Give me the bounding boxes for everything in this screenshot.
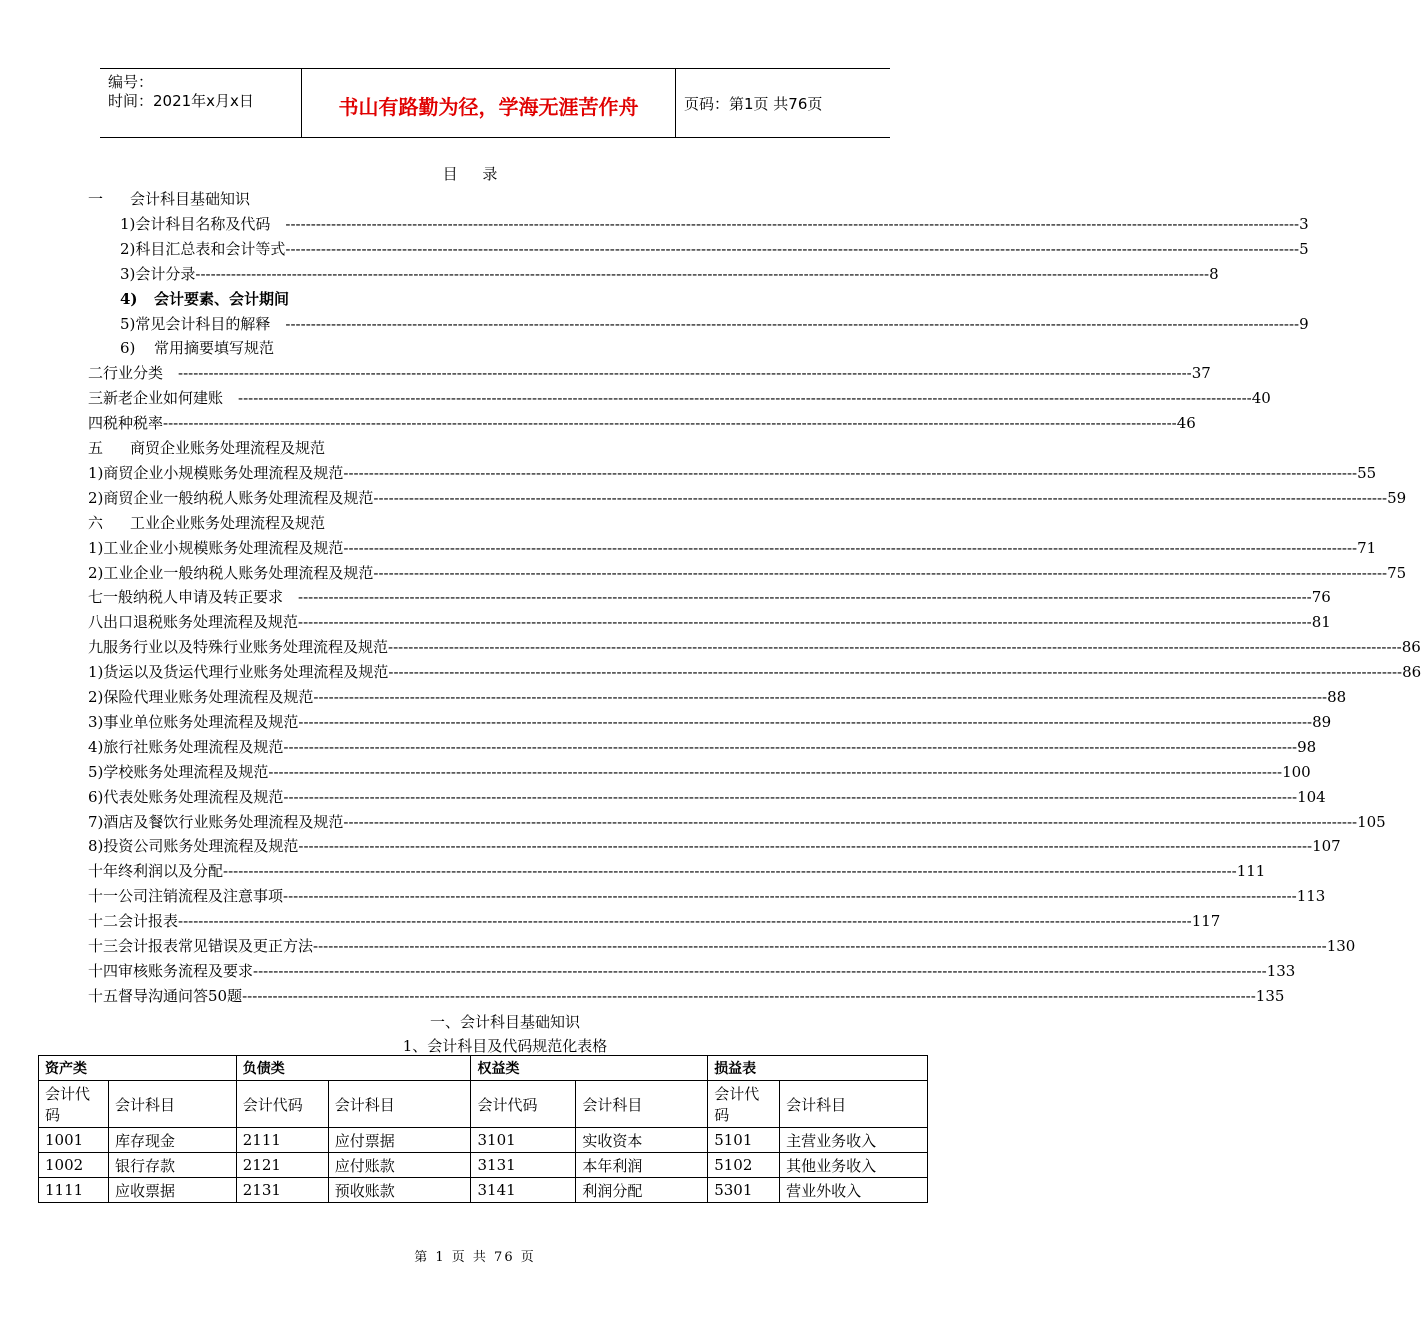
table-cell: 1001 [39,1128,109,1153]
toc-page-number: 55 [1357,463,1377,482]
toc-leader: -------------------------------------------------------------------------------------------------------------------------------------------------------------------------------------------------------- [268,762,1283,781]
toc-entry [88,909,1221,933]
toc-entry-number: 4) [120,289,138,308]
toc-page-number: 89 [1312,712,1332,731]
toc-leader: -------------------------------------------------------------------------------------------------------------------------------------------------------------------------------------------------------- [298,837,1313,856]
toc-entry [120,312,1309,336]
toc-entry-label: 商贸企业小规模账务处理流程及规范 [103,463,344,482]
toc-page-number: 37 [1191,364,1211,383]
toc-entry-number: 五 [88,439,104,457]
table-cell: 本年利润 [576,1153,708,1178]
toc-entry-number: 三 [88,389,104,408]
header-divider [675,69,676,137]
toc-page-number: 113 [1296,887,1326,906]
table-cell: 主营业务收入 [780,1128,928,1153]
toc-leader: -------------------------------------------------------------------------------------------------------------------------------------------------------------------------------------------------------- [373,488,1388,507]
toc-entry [88,785,1326,809]
toc-entry-label: 会计分录 [135,264,196,283]
toc-entry-number: 2) [120,239,136,258]
table-cell: 应付账款 [328,1153,471,1178]
toc-entry [120,237,1309,261]
table-cell: 5301 [708,1178,780,1203]
toc-page-number: 86 [1402,663,1421,682]
table-header-row [39,1081,928,1128]
toc-entry-number: 2) [88,488,104,507]
toc-leader: -------------------------------------------------------------------------------------------------------------------------------------------------------------------------------------------------------- [343,463,1358,482]
toc-page-number: 75 [1387,563,1407,582]
toc-page-number: 5 [1299,239,1309,258]
toc-entry [88,411,1196,435]
table-cell: 3141 [471,1178,576,1203]
toc-leader: -------------------------------------------------------------------------------------------------------------------------------------------------------------------------------------------------------- [373,563,1388,582]
toc-page-number: 135 [1255,986,1285,1005]
table-row [39,1128,928,1153]
toc-leader: -------------------------------------------------------------------------------------------------------------------------------------------------------------------------------------------------------- [178,364,1192,383]
header-page-info: 页码：第1页 共76页 [684,95,823,113]
toc-entry [88,635,1421,659]
toc-entry [120,262,1219,286]
table-cell: 1111 [39,1178,109,1203]
toc-entry-number: 2) [88,688,104,706]
toc-entry-number: 九 [88,638,104,657]
toc-entry [88,934,1356,958]
toc-entry [88,735,1317,759]
toc-entry-number: 十五 [88,986,119,1005]
toc-entry-number: 6) [88,787,104,806]
toc-entry-label: 会计要素、会计期间 [154,289,290,308]
toc-page-number: 133 [1266,961,1296,980]
toc-entry [88,685,1347,709]
toc-page-number: 98 [1297,737,1317,756]
table-column-header: 会计科目 [780,1081,928,1128]
toc-entry-label: 会计科目名称及代码 [135,214,286,233]
toc-page-number: 104 [1297,787,1326,806]
toc-entry [88,361,1211,385]
toc-entry-number: 6) [120,339,136,358]
section-subheading: 1、会计科目及代码规范化表格 [402,1037,608,1055]
table-column-header: 会计科目 [108,1081,236,1128]
toc-page-number: 86 [1401,638,1421,657]
table-cell: 3131 [471,1153,576,1178]
toc-entry-label: 商贸企业一般纳税人账务处理流程及规范 [103,488,374,507]
toc-page-number: 59 [1387,488,1407,507]
toc-page-number: 81 [1311,613,1331,632]
toc-page-number: 107 [1312,837,1341,856]
toc-entry-number: 十四 [88,961,119,980]
toc-entry [120,336,274,360]
table-cell: 1002 [39,1153,109,1178]
toc-leader: -------------------------------------------------------------------------------------------------------------------------------------------------------------------------------------------------------- [285,314,1300,333]
toc-leader: -------------------------------------------------------------------------------------------------------------------------------------------------------------------------------------------------------- [195,264,1210,283]
toc-entry-label: 工业企业一般纳税人账务处理流程及规范 [103,563,374,582]
toc-entry-number: 十 [88,862,104,881]
toc-leader: -------------------------------------------------------------------------------------------------------------------------------------------------------------------------------------------------------- [343,812,1358,831]
toc-leader: -------------------------------------------------------------------------------------------------------------------------------------------------------------------------------------------------------- [242,986,1256,1005]
toc-entry-number: 十三 [88,937,119,955]
toc-entry-number: 2) [88,563,104,582]
table-cell: 3101 [471,1128,576,1153]
toc-entry-label: 会计报表常见错误及更正方法 [118,937,314,955]
toc-entry [88,461,1377,485]
table-cell: 5102 [708,1153,780,1178]
toc-entry-number: 四 [88,414,104,433]
toc-entry [88,710,1332,734]
table-cell: 应收票据 [108,1178,236,1203]
toc-entry-label: 投资公司账务处理流程及规范 [103,837,299,856]
toc-entry-label: 新老企业如何建账 [103,389,239,408]
toc-entry-label: 一般纳税人申请及转正要求 [103,588,299,607]
toc-entry-number: 7) [88,812,104,831]
account-code-table [38,1055,928,1203]
toc-entry-label: 旅行社账务处理流程及规范 [103,737,284,756]
toc-entry [88,536,1377,560]
table-cell: 利润分配 [576,1178,708,1203]
toc-entry [88,810,1386,834]
toc-entry [88,610,1331,634]
toc-leader: -------------------------------------------------------------------------------------------------------------------------------------------------------------------------------------------------------- [178,912,1192,931]
toc-page-number: 117 [1191,912,1221,931]
toc-entry-number: 1) [88,538,104,557]
toc-entry-label: 事业单位账务处理流程及规范 [103,712,299,731]
toc-entry-label: 税种税率 [103,414,164,433]
toc-entry-label: 常用摘要填写规范 [154,339,275,358]
toc-entry-label: 会计报表 [118,912,179,931]
table-cell: 2131 [236,1178,328,1203]
toc-entry-number: 二 [88,364,104,383]
toc-leader: -------------------------------------------------------------------------------------------------------------------------------------------------------------------------------------------------------- [298,588,1312,607]
toc-leader: -------------------------------------------------------------------------------------------------------------------------------------------------------------------------------------------------------- [313,937,1327,955]
toc-page-number: 71 [1357,538,1377,557]
serial-label: 编号： [108,73,154,91]
table-row [39,1178,928,1203]
toc-page-number: 3 [1299,214,1309,233]
toc-entry-label: 工业企业账务处理流程及规范 [130,513,326,532]
toc-entry-label: 保险代理业账务处理流程及规范 [103,688,314,706]
toc-leader: -------------------------------------------------------------------------------------------------------------------------------------------------------------------------------------------------------- [253,961,1267,980]
section-heading: 一、会计科目基础知识 [429,1013,580,1031]
toc-leader: -------------------------------------------------------------------------------------------------------------------------------------------------------------------------------------------------------- [298,613,1312,632]
table-group-header: 负债类 [236,1056,471,1081]
toc-entry-number: 3) [120,264,136,283]
toc-entry-number: 七 [88,588,104,607]
toc-entry-number: 4) [88,737,104,756]
toc-entry [88,386,1271,410]
toc-entry-label: 公司注销流程及注意事项 [118,887,284,906]
toc-entry-label: 服务行业以及特殊行业账务处理流程及规范 [103,638,389,657]
toc-entry-number: 六 [88,513,104,532]
table-column-header: 会计代码 [471,1081,576,1128]
toc-leader: -------------------------------------------------------------------------------------------------------------------------------------------------------------------------------------------------------- [285,239,1300,258]
toc-entry [88,660,1421,684]
toc-entry [88,561,1407,585]
toc-entry-label: 代表处账务处理流程及规范 [103,787,284,806]
toc-entry [88,959,1296,983]
table-cell: 应付票据 [328,1128,471,1153]
toc-leader: -------------------------------------------------------------------------------------------------------------------------------------------------------------------------------------------------------- [283,787,1298,806]
toc-leader: -------------------------------------------------------------------------------------------------------------------------------------------------------------------------------------------------------- [343,538,1358,557]
toc-title: 目 录 [442,165,508,183]
toc-leader: -------------------------------------------------------------------------------------------------------------------------------------------------------------------------------------------------------- [298,712,1313,731]
table-row [39,1153,928,1178]
toc-entry [88,859,1266,883]
toc-entry-label: 学校账务处理流程及规范 [103,762,269,781]
toc-entry-label: 商贸企业账务处理流程及规范 [130,439,326,457]
toc-page-number: 76 [1311,588,1331,607]
toc-page-number: 111 [1236,862,1266,881]
toc-leader: -------------------------------------------------------------------------------------------------------------------------------------------------------------------------------------------------------- [285,214,1300,233]
toc-entry-number: 5) [88,762,104,781]
toc-entry-number: 1) [88,463,104,482]
table-cell: 营业外收入 [780,1178,928,1203]
toc-leader: -------------------------------------------------------------------------------------------------------------------------------------------------------------------------------------------------------- [238,389,1252,408]
table-cell: 5101 [708,1128,780,1153]
toc-page-number: 46 [1176,414,1196,433]
header-meta [108,73,254,111]
toc-entry-label: 常见会计科目的解释 [135,314,286,333]
toc-entry-label: 工业企业小规模账务处理流程及规范 [103,538,344,557]
toc-page-number: 100 [1282,762,1311,781]
toc-entry [88,585,1331,609]
toc-entry-number: 1) [88,663,104,682]
toc-entry-label: 货运以及货运代理行业账务处理流程及规范 [103,663,389,682]
toc-entry-label: 行业分类 [103,364,179,383]
toc-entry-label: 酒店及餐饮行业账务处理流程及规范 [103,812,344,831]
toc-entry-label: 会计科目基础知识 [130,190,251,208]
toc-entry-label: 年终利润以及分配 [103,862,224,881]
table-column-header: 会计代码 [708,1081,780,1128]
table-column-header: 会计科目 [576,1081,708,1128]
toc-entry-number: 5) [120,314,136,333]
toc-entry-number: 3) [88,712,104,731]
toc-page-number: 8 [1209,264,1219,283]
toc-leader: -------------------------------------------------------------------------------------------------------------------------------------------------------------------------------------------------------- [388,638,1402,657]
table-cell: 银行存款 [108,1153,236,1178]
toc-leader: -------------------------------------------------------------------------------------------------------------------------------------------------------------------------------------------------------- [223,862,1237,881]
toc-page-number: 40 [1251,389,1271,408]
table-cell: 2111 [236,1128,328,1153]
table-cell: 其他业务收入 [780,1153,928,1178]
toc-entry-label: 审核账务流程及要求 [118,961,254,980]
toc-page-number: 105 [1357,812,1386,831]
toc-leader: -------------------------------------------------------------------------------------------------------------------------------------------------------------------------------------------------------- [163,414,1177,433]
toc-leader: -------------------------------------------------------------------------------------------------------------------------------------------------------------------------------------------------------- [283,737,1298,756]
table-column-header: 会计代码 [236,1081,328,1128]
date-label: 时间：2021年x月x日 [108,92,254,110]
toc-entry [88,834,1341,858]
toc-entry-number: 1) [120,214,136,233]
toc-entry-label: 出口退税账务处理流程及规范 [103,613,299,632]
table-group-header: 损益表 [708,1056,928,1081]
toc-entry-number: 8) [88,837,104,856]
toc-entry [88,984,1285,1008]
table-cell: 预收账款 [328,1178,471,1203]
toc-entry-number: 十一 [88,887,119,906]
table-group-row [39,1056,928,1081]
table-cell: 库存现金 [108,1128,236,1153]
toc-entry [88,884,1326,908]
toc-entry [120,212,1309,236]
toc-page-number: 88 [1327,688,1347,706]
table-cell: 2121 [236,1153,328,1178]
toc-entry-label: 科目汇总表和会计等式 [135,239,286,258]
toc-page-number: 130 [1326,937,1356,955]
table-cell: 实收资本 [576,1128,708,1153]
toc-leader: -------------------------------------------------------------------------------------------------------------------------------------------------------------------------------------------------------- [283,887,1297,906]
table-group-header: 资产类 [39,1056,237,1081]
toc-entry [88,760,1311,784]
toc-entry-number: 十二 [88,912,119,931]
toc-leader: -------------------------------------------------------------------------------------------------------------------------------------------------------------------------------------------------------- [313,688,1328,706]
toc-entry [120,287,289,311]
toc-entry-label: 督导沟通问答50题 [118,986,243,1005]
header-motto: 书山有路勤为径，学海无涯苦作舟 [338,95,639,119]
toc-leader: -------------------------------------------------------------------------------------------------------------------------------------------------------------------------------------------------------- [388,663,1403,682]
document-header [100,68,890,138]
toc-entry [88,511,325,535]
toc-entry-number: 八 [88,613,104,632]
toc-page-number: 9 [1299,314,1309,333]
toc-entry [88,486,1407,510]
page-footer: 第 1 页 共 76 页 [414,1250,536,1265]
toc-entry [88,187,250,211]
table-column-header: 会计代码 [39,1081,109,1128]
toc-entry [88,436,325,460]
table-group-header: 权益类 [471,1056,708,1081]
table-column-header: 会计科目 [328,1081,471,1128]
toc-entry-number: 一 [88,190,104,208]
